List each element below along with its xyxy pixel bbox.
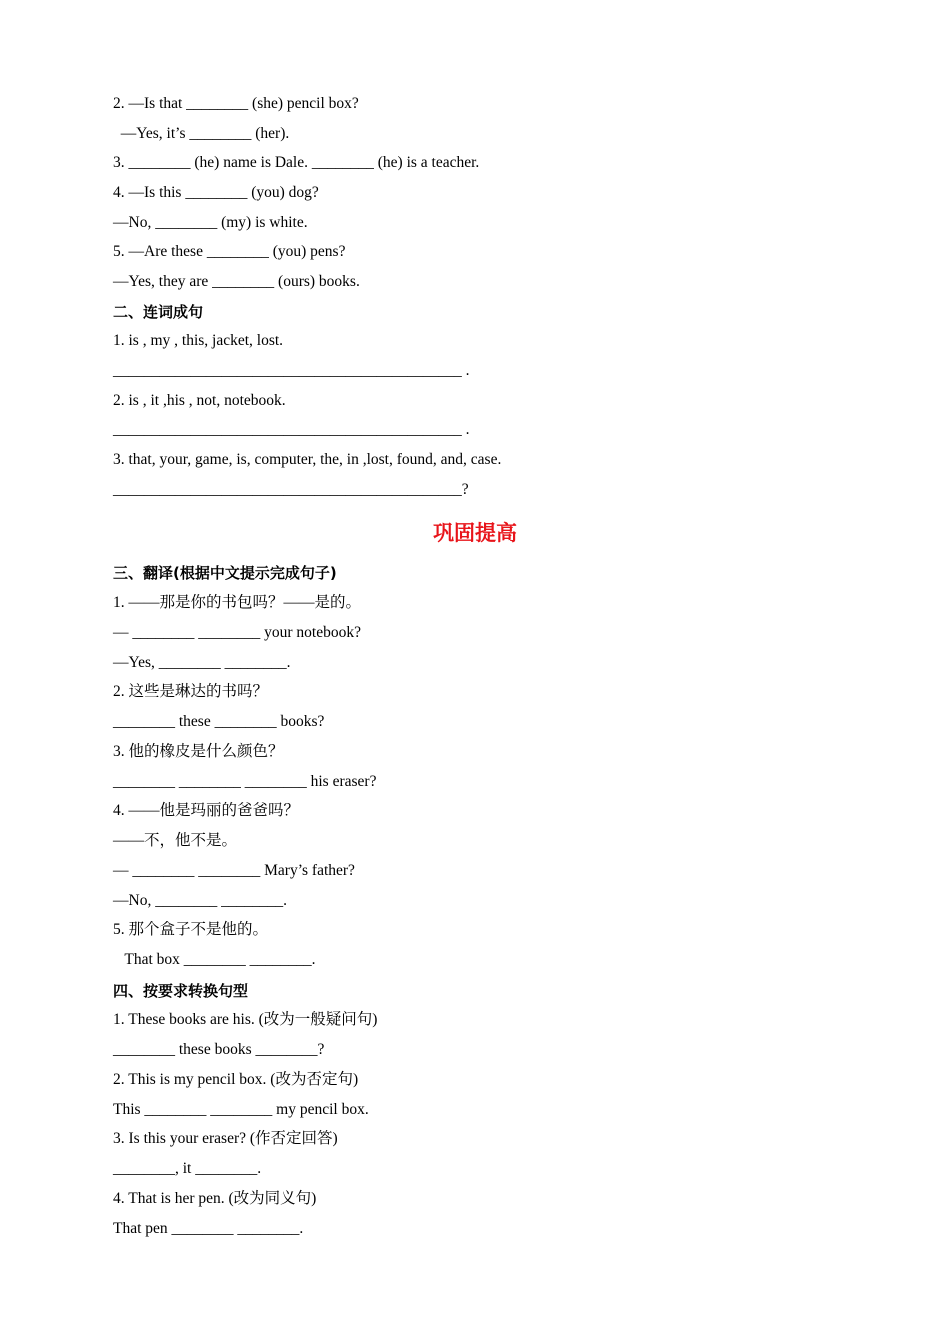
part2-question-1: 1. is , my , this, jacket, lost.: [113, 332, 284, 349]
part4-line-8: That pen ________ ________.: [113, 1220, 304, 1237]
part4-line-1: 1. These books are his. (改为一般疑问句): [113, 1011, 378, 1028]
part3-line-2: — ________ ________ your notebook?: [113, 624, 361, 641]
section-heading-3: 三、翻译(根据中文提示完成句子): [113, 564, 337, 582]
part1-line-7: —Yes, they are ________ (ours) books.: [113, 273, 360, 290]
part3-line-7: ________ ________ ________ his eraser?: [113, 773, 377, 790]
part4-line-6: ________, it ________.: [113, 1160, 262, 1177]
part4-line-2: ________ these books ________?: [113, 1041, 325, 1058]
part3-line-3: —Yes, ________ ________.: [113, 654, 291, 671]
section-heading-4: 四、按要求转换句型: [113, 982, 249, 1000]
part4-line-4: This ________ ________ my pencil box.: [113, 1101, 369, 1118]
part4-line-7: 4. That is her pen. (改为同义句): [113, 1190, 317, 1207]
part3-line-10: — ________ ________ Mary’s father?: [113, 862, 355, 879]
part3-line-4: 2. 这些是琳达的书吗？: [113, 683, 269, 700]
part2-answer-line-2: _____________________________________________ .: [113, 421, 470, 438]
part3-line-13: That box ________ ________.: [113, 951, 316, 968]
part3-line-11: —No, ________ ________.: [113, 892, 287, 909]
part3-line-6: 3. 他的橡皮是什么颜色？: [113, 743, 284, 760]
part3-line-8: 4. ——他是玛丽的爸爸吗？: [113, 802, 300, 819]
part1-line-6: 5. —Are these ________ (you) pens?: [113, 243, 346, 260]
part2-answer-line-3: _____________________________________________?: [113, 481, 469, 498]
part3-line-1: 1. ——那是你的书包吗？——是的。: [113, 594, 362, 611]
part1-line-4: 4. —Is this ________ (you) dog?: [113, 184, 319, 201]
part2-answer-line-1: _____________________________________________ .: [113, 362, 470, 379]
section-heading-2: 二、连词成句: [113, 303, 204, 321]
part2-question-2: 2. is , it ,his , not, notebook.: [113, 392, 286, 409]
part1-line-3: 3. ________ (he) name is Dale. ________ (he) is a teacher.: [113, 154, 480, 171]
part4-line-3: 2. This is my pencil box. (改为否定句): [113, 1071, 359, 1088]
part3-line-9: ——不，他不是。: [113, 832, 238, 849]
part4-line-5: 3. Is this your eraser? (作否定回答): [113, 1130, 338, 1147]
part1-line-2: —Yes, it’s ________ (her).: [113, 125, 290, 142]
part3-line-5: ________ these ________ books?: [113, 713, 325, 730]
part1-line-1: 2. —Is that ________ (she) pencil box?: [113, 95, 359, 112]
part1-line-5: —No, ________ (my) is white.: [113, 214, 308, 231]
part3-line-12: 5. 那个盒子不是他的。: [113, 921, 269, 938]
part2-question-3: 3. that, your, game, is, computer, the, in ,lost, found, and, case.: [113, 451, 502, 468]
section-title: 巩固提高: [433, 521, 517, 545]
